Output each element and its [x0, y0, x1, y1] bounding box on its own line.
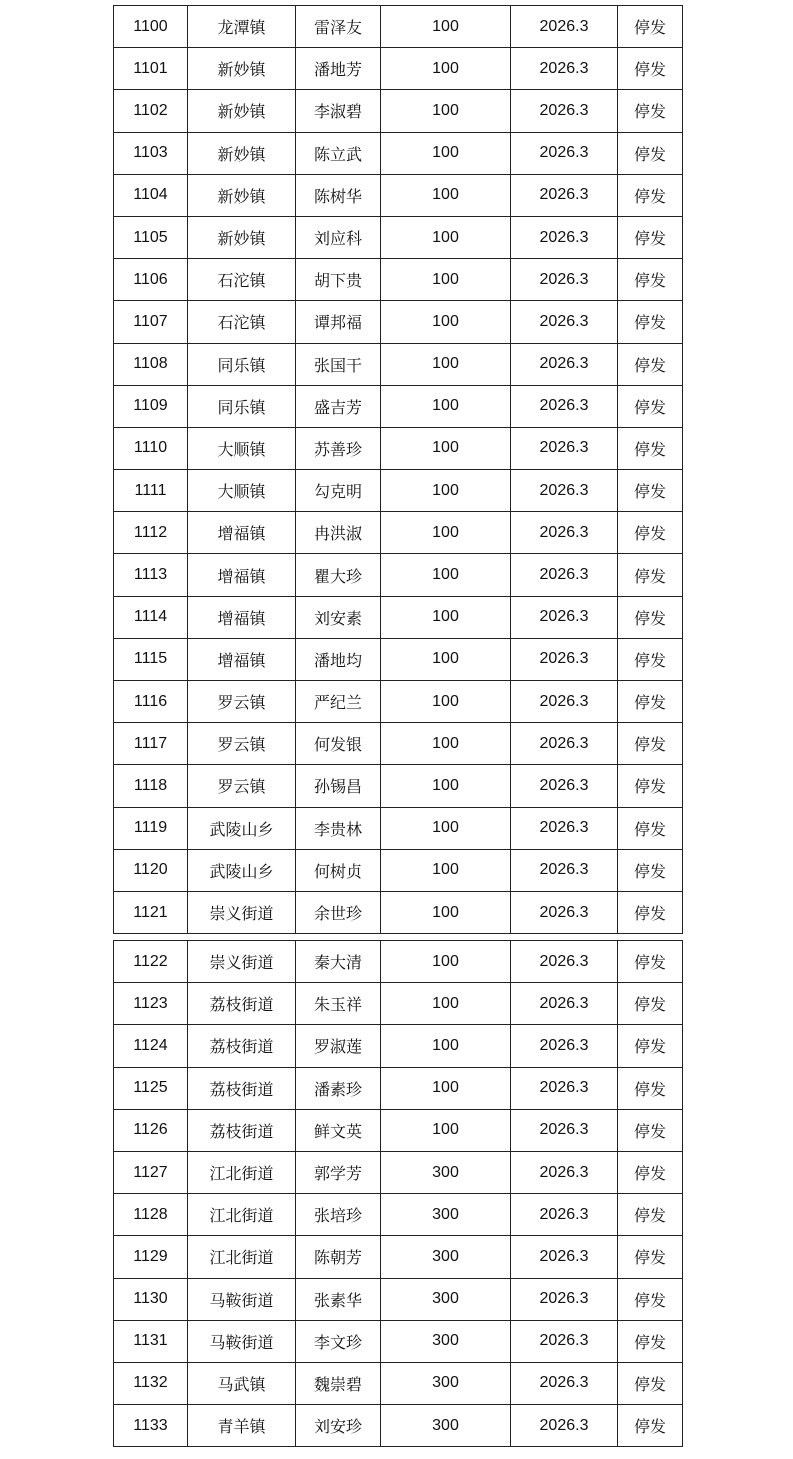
town-cell: 增福镇: [188, 638, 296, 680]
town-cell: 马鞍街道: [188, 1320, 296, 1362]
person-name-cell: 秦大清: [296, 941, 381, 983]
table-row: [114, 216, 683, 258]
person-name-cell: 谭邦福: [296, 301, 381, 343]
record-id-cell: 1126: [114, 1109, 188, 1151]
person-name-cell: 刘应科: [296, 216, 381, 258]
person-name-cell: 何树贞: [296, 849, 381, 891]
record-id-cell: 1107: [114, 301, 188, 343]
amount-cell: 100: [381, 470, 511, 512]
record-id-cell: 1105: [114, 216, 188, 258]
date-cell: 2026.3: [511, 90, 618, 132]
date-cell: 2026.3: [511, 174, 618, 216]
amount-cell: 100: [381, 1067, 511, 1109]
status-cell: 停发: [618, 90, 683, 132]
amount-cell: 100: [381, 132, 511, 174]
table-row: [114, 941, 683, 983]
amount-cell: 300: [381, 1236, 511, 1278]
date-cell: 2026.3: [511, 891, 618, 933]
status-cell: 停发: [618, 301, 683, 343]
date-cell: 2026.3: [511, 554, 618, 596]
amount-cell: 100: [381, 6, 511, 48]
town-cell: 青羊镇: [188, 1405, 296, 1447]
table-row: [114, 259, 683, 301]
date-cell: 2026.3: [511, 681, 618, 723]
record-id-cell: 1122: [114, 941, 188, 983]
person-name-cell: 何发银: [296, 723, 381, 765]
status-cell: 停发: [618, 174, 683, 216]
person-name-cell: 陈立武: [296, 132, 381, 174]
person-name-cell: 孙锡昌: [296, 765, 381, 807]
date-cell: 2026.3: [511, 301, 618, 343]
records-table-bottom: [113, 940, 683, 1447]
town-cell: 武陵山乡: [188, 807, 296, 849]
table-row: [114, 385, 683, 427]
table-row: [114, 638, 683, 680]
amount-cell: 100: [381, 807, 511, 849]
amount-cell: 100: [381, 983, 511, 1025]
record-id-cell: 1125: [114, 1067, 188, 1109]
status-cell: 停发: [618, 1151, 683, 1193]
status-cell: 停发: [618, 343, 683, 385]
record-id-cell: 1106: [114, 259, 188, 301]
table-row: [114, 512, 683, 554]
date-cell: 2026.3: [511, 1194, 618, 1236]
person-name-cell: 潘素珍: [296, 1067, 381, 1109]
status-cell: 停发: [618, 554, 683, 596]
amount-cell: 100: [381, 48, 511, 90]
status-cell: 停发: [618, 983, 683, 1025]
record-id-cell: 1111: [114, 470, 188, 512]
record-id-cell: 1128: [114, 1194, 188, 1236]
person-name-cell: 朱玉祥: [296, 983, 381, 1025]
amount-cell: 300: [381, 1405, 511, 1447]
status-cell: 停发: [618, 1362, 683, 1404]
table-row: [114, 1067, 683, 1109]
person-name-cell: 苏善珍: [296, 427, 381, 469]
date-cell: 2026.3: [511, 216, 618, 258]
amount-cell: 100: [381, 343, 511, 385]
date-cell: 2026.3: [511, 1025, 618, 1067]
town-cell: 增福镇: [188, 512, 296, 554]
town-cell: 荔枝街道: [188, 1067, 296, 1109]
record-id-cell: 1110: [114, 427, 188, 469]
date-cell: 2026.3: [511, 807, 618, 849]
status-cell: 停发: [618, 1236, 683, 1278]
amount-cell: 100: [381, 385, 511, 427]
person-name-cell: 潘地均: [296, 638, 381, 680]
table-row: [114, 849, 683, 891]
status-cell: 停发: [618, 1067, 683, 1109]
records-table-top-body: [114, 6, 683, 934]
status-cell: 停发: [618, 132, 683, 174]
record-id-cell: 1100: [114, 6, 188, 48]
amount-cell: 300: [381, 1362, 511, 1404]
town-cell: 江北街道: [188, 1194, 296, 1236]
town-cell: 罗云镇: [188, 765, 296, 807]
date-cell: 2026.3: [511, 470, 618, 512]
table-row: [114, 6, 683, 48]
town-cell: 江北街道: [188, 1236, 296, 1278]
record-id-cell: 1129: [114, 1236, 188, 1278]
record-id-cell: 1127: [114, 1151, 188, 1193]
town-cell: 龙潭镇: [188, 6, 296, 48]
record-id-cell: 1118: [114, 765, 188, 807]
record-id-cell: 1133: [114, 1405, 188, 1447]
record-id-cell: 1115: [114, 638, 188, 680]
table-row: [114, 983, 683, 1025]
status-cell: 停发: [618, 1278, 683, 1320]
town-cell: 武陵山乡: [188, 849, 296, 891]
status-cell: 停发: [618, 427, 683, 469]
status-cell: 停发: [618, 891, 683, 933]
amount-cell: 100: [381, 174, 511, 216]
person-name-cell: 陈朝芳: [296, 1236, 381, 1278]
record-id-cell: 1104: [114, 174, 188, 216]
amount-cell: 100: [381, 849, 511, 891]
date-cell: 2026.3: [511, 723, 618, 765]
amount-cell: 100: [381, 427, 511, 469]
status-cell: 停发: [618, 596, 683, 638]
amount-cell: 100: [381, 512, 511, 554]
status-cell: 停发: [618, 259, 683, 301]
town-cell: 马鞍街道: [188, 1278, 296, 1320]
person-name-cell: 魏崇碧: [296, 1362, 381, 1404]
status-cell: 停发: [618, 638, 683, 680]
person-name-cell: 雷泽友: [296, 6, 381, 48]
town-cell: 石沱镇: [188, 259, 296, 301]
table-row: [114, 132, 683, 174]
person-name-cell: 盛吉芳: [296, 385, 381, 427]
amount-cell: 300: [381, 1151, 511, 1193]
person-name-cell: 瞿大珍: [296, 554, 381, 596]
town-cell: 大顺镇: [188, 470, 296, 512]
date-cell: 2026.3: [511, 1405, 618, 1447]
amount-cell: 100: [381, 1025, 511, 1067]
person-name-cell: 李贵林: [296, 807, 381, 849]
date-cell: 2026.3: [511, 941, 618, 983]
date-cell: 2026.3: [511, 1362, 618, 1404]
date-cell: 2026.3: [511, 1320, 618, 1362]
status-cell: 停发: [618, 1025, 683, 1067]
date-cell: 2026.3: [511, 1109, 618, 1151]
records-table-top: [113, 5, 683, 934]
status-cell: 停发: [618, 1320, 683, 1362]
table-row: [114, 1320, 683, 1362]
table-row: [114, 1194, 683, 1236]
table-row: [114, 470, 683, 512]
table-row: [114, 90, 683, 132]
status-cell: 停发: [618, 807, 683, 849]
town-cell: 大顺镇: [188, 427, 296, 469]
person-name-cell: 刘安素: [296, 596, 381, 638]
amount-cell: 100: [381, 723, 511, 765]
date-cell: 2026.3: [511, 343, 618, 385]
town-cell: 新妙镇: [188, 48, 296, 90]
record-id-cell: 1119: [114, 807, 188, 849]
person-name-cell: 冉洪淑: [296, 512, 381, 554]
town-cell: 新妙镇: [188, 174, 296, 216]
date-cell: 2026.3: [511, 512, 618, 554]
date-cell: 2026.3: [511, 765, 618, 807]
person-name-cell: 刘安珍: [296, 1405, 381, 1447]
person-name-cell: 陈树华: [296, 174, 381, 216]
table-row: [114, 554, 683, 596]
person-name-cell: 郭学芳: [296, 1151, 381, 1193]
record-id-cell: 1101: [114, 48, 188, 90]
amount-cell: 100: [381, 259, 511, 301]
town-cell: 荔枝街道: [188, 1025, 296, 1067]
date-cell: 2026.3: [511, 48, 618, 90]
amount-cell: 100: [381, 1109, 511, 1151]
town-cell: 同乐镇: [188, 385, 296, 427]
person-name-cell: 张素华: [296, 1278, 381, 1320]
town-cell: 石沱镇: [188, 301, 296, 343]
amount-cell: 100: [381, 891, 511, 933]
date-cell: 2026.3: [511, 1151, 618, 1193]
table-row: [114, 1109, 683, 1151]
person-name-cell: 罗淑莲: [296, 1025, 381, 1067]
status-cell: 停发: [618, 849, 683, 891]
town-cell: 新妙镇: [188, 90, 296, 132]
town-cell: 崇义街道: [188, 941, 296, 983]
table-row: [114, 1236, 683, 1278]
record-id-cell: 1132: [114, 1362, 188, 1404]
date-cell: 2026.3: [511, 983, 618, 1025]
amount-cell: 100: [381, 681, 511, 723]
record-id-cell: 1124: [114, 1025, 188, 1067]
date-cell: 2026.3: [511, 427, 618, 469]
table-row: [114, 807, 683, 849]
person-name-cell: 李文珍: [296, 1320, 381, 1362]
amount-cell: 300: [381, 1278, 511, 1320]
person-name-cell: 勾克明: [296, 470, 381, 512]
table-row: [114, 48, 683, 90]
status-cell: 停发: [618, 723, 683, 765]
status-cell: 停发: [618, 681, 683, 723]
town-cell: 江北街道: [188, 1151, 296, 1193]
date-cell: 2026.3: [511, 1067, 618, 1109]
date-cell: 2026.3: [511, 596, 618, 638]
town-cell: 新妙镇: [188, 132, 296, 174]
status-cell: 停发: [618, 385, 683, 427]
town-cell: 荔枝街道: [188, 983, 296, 1025]
table-row: [114, 301, 683, 343]
town-cell: 荔枝街道: [188, 1109, 296, 1151]
town-cell: 罗云镇: [188, 681, 296, 723]
person-name-cell: 潘地芳: [296, 48, 381, 90]
table-row: [114, 596, 683, 638]
person-name-cell: 李淑碧: [296, 90, 381, 132]
record-id-cell: 1123: [114, 983, 188, 1025]
table-row: [114, 174, 683, 216]
table-row: [114, 681, 683, 723]
town-cell: 增福镇: [188, 554, 296, 596]
records-table-bottom-body: [114, 941, 683, 1447]
record-id-cell: 1131: [114, 1320, 188, 1362]
record-id-cell: 1121: [114, 891, 188, 933]
person-name-cell: 张培珍: [296, 1194, 381, 1236]
record-id-cell: 1108: [114, 343, 188, 385]
record-id-cell: 1113: [114, 554, 188, 596]
status-cell: 停发: [618, 941, 683, 983]
table-row: [114, 427, 683, 469]
record-id-cell: 1109: [114, 385, 188, 427]
table-row: [114, 1278, 683, 1320]
amount-cell: 100: [381, 301, 511, 343]
town-cell: 增福镇: [188, 596, 296, 638]
date-cell: 2026.3: [511, 849, 618, 891]
record-id-cell: 1117: [114, 723, 188, 765]
status-cell: 停发: [618, 1194, 683, 1236]
amount-cell: 100: [381, 638, 511, 680]
status-cell: 停发: [618, 216, 683, 258]
status-cell: 停发: [618, 48, 683, 90]
town-cell: 马武镇: [188, 1362, 296, 1404]
amount-cell: 300: [381, 1320, 511, 1362]
amount-cell: 100: [381, 765, 511, 807]
person-name-cell: 张国干: [296, 343, 381, 385]
table-row: [114, 1362, 683, 1404]
date-cell: 2026.3: [511, 1236, 618, 1278]
town-cell: 崇义街道: [188, 891, 296, 933]
status-cell: 停发: [618, 1405, 683, 1447]
person-name-cell: 鲜文英: [296, 1109, 381, 1151]
date-cell: 2026.3: [511, 132, 618, 174]
table-row: [114, 1405, 683, 1447]
table-row: [114, 891, 683, 933]
person-name-cell: 余世珍: [296, 891, 381, 933]
town-cell: 同乐镇: [188, 343, 296, 385]
date-cell: 2026.3: [511, 6, 618, 48]
record-id-cell: 1130: [114, 1278, 188, 1320]
status-cell: 停发: [618, 6, 683, 48]
table-row: [114, 343, 683, 385]
amount-cell: 100: [381, 216, 511, 258]
date-cell: 2026.3: [511, 259, 618, 301]
amount-cell: 100: [381, 596, 511, 638]
date-cell: 2026.3: [511, 638, 618, 680]
table-row: [114, 1151, 683, 1193]
amount-cell: 100: [381, 941, 511, 983]
person-name-cell: 胡下贵: [296, 259, 381, 301]
record-id-cell: 1102: [114, 90, 188, 132]
date-cell: 2026.3: [511, 385, 618, 427]
record-id-cell: 1116: [114, 681, 188, 723]
record-id-cell: 1120: [114, 849, 188, 891]
record-id-cell: 1114: [114, 596, 188, 638]
table-row: [114, 765, 683, 807]
amount-cell: 100: [381, 90, 511, 132]
status-cell: 停发: [618, 765, 683, 807]
table-row: [114, 723, 683, 765]
table-row: [114, 1025, 683, 1067]
amount-cell: 100: [381, 554, 511, 596]
status-cell: 停发: [618, 1109, 683, 1151]
date-cell: 2026.3: [511, 1278, 618, 1320]
amount-cell: 300: [381, 1194, 511, 1236]
status-cell: 停发: [618, 470, 683, 512]
town-cell: 新妙镇: [188, 216, 296, 258]
status-cell: 停发: [618, 512, 683, 554]
town-cell: 罗云镇: [188, 723, 296, 765]
record-id-cell: 1103: [114, 132, 188, 174]
person-name-cell: 严纪兰: [296, 681, 381, 723]
record-id-cell: 1112: [114, 512, 188, 554]
